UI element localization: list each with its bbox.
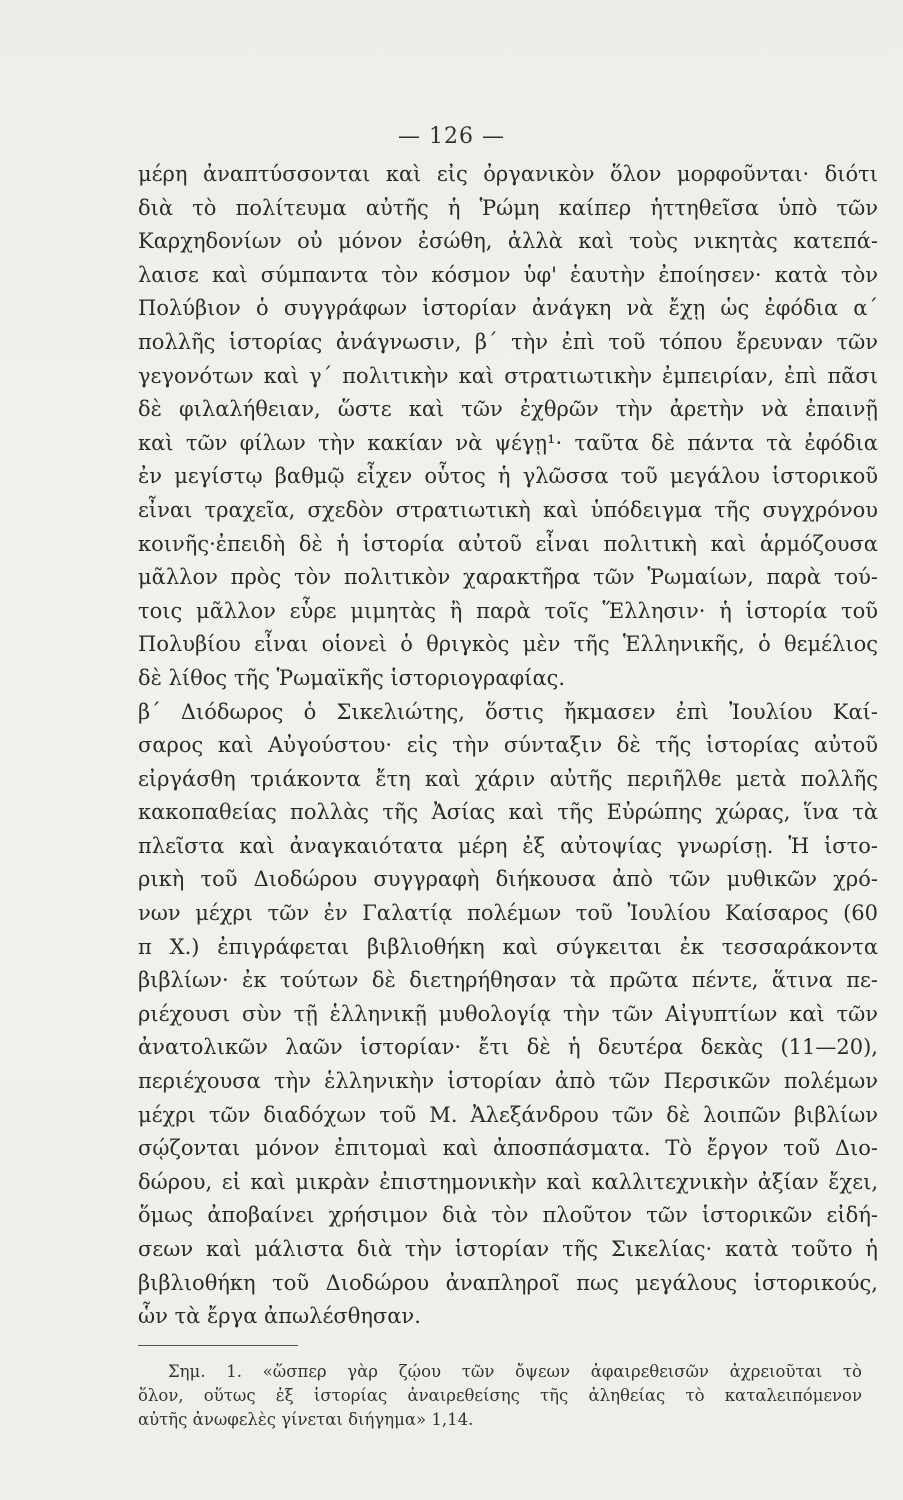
footnote xyxy=(138,1360,862,1432)
footnote-line: ὅλον, οὕτως ἐξ ἱστορίας ἀναιρεθείσης τῆς ἀληθείας τὸ καταλειπόμενον xyxy=(138,1386,862,1405)
text-line: Πολυβίου εἶναι οἱονεὶ ὁ θριγκὸς μὲν τῆς Ἑλληνικῆς, ὁ θεμέλιος xyxy=(138,632,878,657)
text-line: δώρου, εἰ καὶ μικρὰν ἐπιστημονικὴν καὶ καλλιτεχνικὴν ἀξίαν ἔχει, xyxy=(138,1169,878,1194)
text-line: ριέχουσι σὺν τῇ ἑλληνικῇ μυθολογίᾳ τὴν τῶν Αἰγυπτίων καὶ τῶν xyxy=(138,1001,878,1026)
text-line: δὲ φιλαλήθειαν, ὥστε καὶ τῶν ἐχθρῶν τὴν ἀρετὴν νὰ ἐπαινῇ xyxy=(138,397,878,422)
text-line: ἐν μεγίστῳ βαθμῷ εἶχεν οὗτος ἡ γλῶσσα τοῦ μεγάλου ἱστορικοῦ xyxy=(138,464,878,489)
text-line: περιέχουσα τὴν ἑλληνικὴν ἱστορίαν ἀπὸ τῶν Περσικῶν πολέμων xyxy=(138,1069,878,1094)
footnote-separator xyxy=(138,1345,298,1346)
text-line: σαρος καὶ Αὐγούστου· εἰς τὴν σύνταξιν δὲ τῆς ἱστορίας αὐτοῦ xyxy=(138,733,878,758)
text-line: διὰ τὸ πολίτευμα αὐτῆς ἡ Ῥώμη καίπερ ἡττηθεῖσα ὑπὸ τῶν xyxy=(138,195,878,220)
text-line: εἶναι τραχεῖα, σχεδὸν στρατιωτικὴ καὶ ὑπόδειγμα τῆς συγχρόνου xyxy=(138,497,878,522)
text-line: μᾶλλον πρὸς τὸν πολιτικὸν χαρακτῆρα τῶν Ῥωμαίων, παρὰ τού- xyxy=(138,565,878,590)
text-line: Καρχηδονίων οὐ μόνον ἐσώθη, ἀλλὰ καὶ τοὺς νικητὰς κατεπά- xyxy=(138,229,878,254)
text-line: νων μέχρι τῶν ἐν Γαλατίᾳ πολέμων τοῦ Ἰουλίου Καίσαρος (60 xyxy=(138,901,878,926)
text-line: σεων καὶ μάλιστα διὰ τὴν ἱστορίαν τῆς Σικελίας· κατὰ τοῦτο ἡ xyxy=(138,1237,878,1261)
text-line: μέρη ἀναπτύσσονται καὶ εἰς ὀργανικὸν ὅλον μορφοῦνται· διότι xyxy=(138,162,878,186)
text-line: ὧν τὰ ἔργα ἀπωλέσθησαν. xyxy=(138,1304,421,1329)
text-line: πλεῖστα καὶ ἀναγκαιότατα μέρη ἐξ αὐτοψίας γνωρίσῃ. Ἡ ἱστο- xyxy=(138,833,878,858)
text-line: καὶ τῶν φίλων τὴν κακίαν νὰ ψέγῃ¹· ταῦτα δὲ πάντα τὰ ἐφόδια xyxy=(138,430,878,455)
text-line: τοις μᾶλλον εὗρε μιμητὰς ἢ παρὰ τοῖς Ἕλλησιν· ἡ ἱστορία τοῦ xyxy=(138,598,878,623)
text-line: σῴζονται μόνον ἐπιτομαὶ καὶ ἀποσπάσματα. Τὸ ἔργον τοῦ Διο- xyxy=(138,1136,878,1161)
text-line: βιβλιοθήκη τοῦ Διοδώρου ἀναπληροῖ πως μεγάλους ἱστορικούς, xyxy=(138,1270,878,1295)
main-text xyxy=(138,158,878,1334)
text-line: βιβλίων· ἐκ τούτων δὲ διετηρήθησαν τὰ πρῶτα πέντε, ἅτινα πε- xyxy=(138,968,878,993)
text-line: πολλῆς ἱστορίας ἀνάγνωσιν, β΄ τὴν ἐπὶ τοῦ τόπου ἔρευναν τῶν xyxy=(138,329,878,354)
text-line: ἀνατολικῶν λαῶν ἱστορίαν· ἔτι δὲ ἡ δευτέρα δεκὰς (11—20), xyxy=(138,1035,878,1060)
text-line: εἰργάσθη τριάκοντα ἔτη καὶ χάριν αὐτῆς περιῆλθε μετὰ πολλῆς xyxy=(138,766,878,791)
text-line: π Χ.) ἐπιγράφεται βιβλιοθήκη καὶ σύγκειται ἐκ τεσσαράκοντα xyxy=(138,934,878,959)
text-line: κακοπαθείας πολλὰς τῆς Ἀσίας καὶ τῆς Εὐρώπης χώρας, ἵνα τὰ xyxy=(138,800,878,825)
text-line: δὲ λίθος τῆς Ῥωμαϊκῆς ἱστοριογραφίας. xyxy=(138,665,566,690)
page-number: — 126 — xyxy=(398,124,505,149)
text-line: λαισε καὶ σύμπαντα τὸν κόσμον ὑφ' ἑαυτὴν ἐποίησεν· κατὰ τὸν xyxy=(138,262,878,287)
text-line: ρικὴ τοῦ Διοδώρου συγγραφὴ διήκουσα ἀπὸ τῶν μυθικῶν χρό- xyxy=(138,867,878,892)
text-line: μέχρι τῶν διαδόχων τοῦ Μ. Ἀλεξάνδρου τῶν δὲ λοιπῶν βιβλίων xyxy=(138,1102,878,1127)
footnote-line: Σημ. 1. «ὥσπερ γὰρ ζῴου τῶν ὄψεων ἀφαιρεθεισῶν ἀχρειοῦται τὸ xyxy=(168,1362,862,1381)
text-line: γεγονότων καὶ γ΄ πολιτικὴν καὶ στρατιωτικὴν ἐμπειρίαν, ἐπὶ πᾶσι xyxy=(138,363,878,388)
footnote-line: αὐτῆς ἀνωφελὲς γίνεται διήγημα» 1,14. xyxy=(138,1410,474,1429)
text-line: ὅμως ἀποβαίνει χρήσιμον διὰ τὸν πλοῦτον τῶν ἱστορικῶν εἰδή- xyxy=(138,1203,878,1228)
text-line: Πολύβιον ὁ συγγράφων ἱστορίαν ἀνάγκη νὰ ἔχῃ ὡς ἐφόδια α΄ xyxy=(138,296,878,321)
text-line: β΄ Διόδωρος ὁ Σικελιώτης, ὅστις ἤκμασεν ἐπὶ Ἰουλίου Καί- xyxy=(138,699,878,724)
text-line: κοινῆς·ἐπειδὴ δὲ ἡ ἱστορία αὐτοῦ εἶναι πολιτικὴ καὶ ἁρμόζουσα xyxy=(138,531,878,556)
